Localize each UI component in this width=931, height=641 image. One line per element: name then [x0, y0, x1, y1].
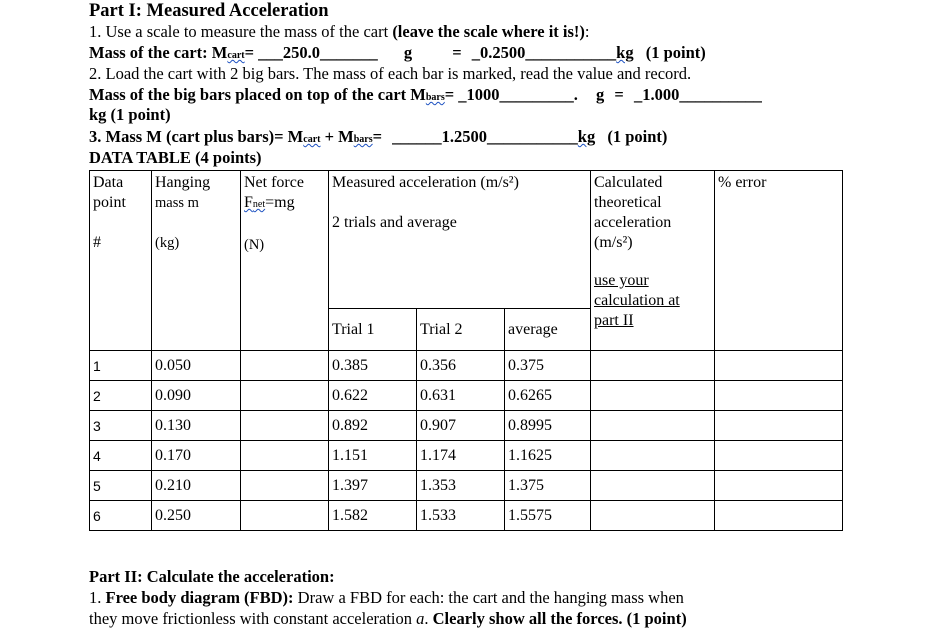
force-cell[interactable]	[241, 351, 329, 381]
step1-colon: :	[584, 22, 590, 41]
cart-unit-kg: kg	[616, 43, 634, 62]
mass-cell[interactable]: 0.090	[152, 381, 241, 411]
bars-mass-grams[interactable]: _1000_________.	[458, 85, 578, 104]
point-cell[interactable]: 2	[90, 381, 152, 411]
error-cell[interactable]	[715, 381, 843, 411]
error-cell[interactable]	[715, 351, 843, 381]
step3-eq: =	[372, 127, 387, 146]
point-cell[interactable]: 3	[90, 411, 152, 441]
data-rows	[90, 351, 843, 531]
step3-bars-sub: bars	[353, 134, 373, 145]
average-cell[interactable]: 1.375	[505, 471, 591, 501]
point-cell[interactable]: 6	[90, 501, 152, 531]
calculation-at-label: calculation at	[594, 292, 680, 309]
fbd-line2-text: they move frictionless with constant acceleration	[89, 609, 417, 628]
table-row	[90, 411, 843, 441]
mass-cell[interactable]: 0.250	[152, 501, 241, 531]
part-two-label: part II	[594, 312, 634, 329]
measured-acceleration-label: Measured acceleration (m/s²)	[332, 174, 519, 191]
bars-mass-kilograms[interactable]: _1.000__________	[633, 85, 762, 104]
header-row-top	[90, 171, 843, 309]
calc-cell[interactable]	[591, 381, 715, 411]
step3-points: (1 point)	[607, 127, 668, 146]
trial2-cell[interactable]: 1.174	[417, 441, 505, 471]
bars-mass-eq: =	[444, 85, 459, 104]
header-net-force-label: Net force	[244, 174, 304, 191]
trials-average-label: 2 trials and average	[332, 214, 457, 231]
acceleration-label: acceleration	[594, 214, 672, 231]
cart-mass-kilograms[interactable]: _0.2500___________	[471, 43, 617, 62]
data-table	[89, 170, 843, 531]
header-hanging-mass	[152, 171, 241, 351]
bars-mass-line	[89, 85, 762, 108]
step1-note: (leave the scale where it is!)	[392, 22, 585, 41]
header-trial2: Trial 2	[417, 309, 505, 351]
step3-line	[89, 127, 667, 150]
point-cell[interactable]: 1	[90, 351, 152, 381]
header-kg-label: (kg)	[155, 235, 180, 251]
header-fnet-formula	[244, 193, 325, 215]
point-cell[interactable]: 5	[90, 471, 152, 501]
calc-cell[interactable]	[591, 441, 715, 471]
error-cell[interactable]	[715, 411, 843, 441]
force-cell[interactable]	[241, 501, 329, 531]
trial1-cell[interactable]: 0.385	[329, 351, 417, 381]
trial2-cell[interactable]: 1.353	[417, 471, 505, 501]
header-data-point	[90, 171, 152, 351]
fbd-dot: .	[424, 609, 433, 628]
table-row	[90, 471, 843, 501]
mass-cell[interactable]: 0.170	[152, 441, 241, 471]
cart-unit-g: g	[403, 43, 413, 62]
bars-mass-label: Mass of the big bars placed on top of the cart M	[89, 85, 426, 104]
average-cell[interactable]: 0.6265	[505, 381, 591, 411]
cart-points: (1 point)	[645, 43, 706, 62]
header-hanging-label: Hanging	[155, 174, 211, 191]
force-cell[interactable]	[241, 471, 329, 501]
trial2-cell[interactable]: 1.533	[417, 501, 505, 531]
cart-subscript: cart	[227, 50, 245, 61]
percent-error-label: % error	[718, 174, 767, 191]
error-cell[interactable]	[715, 441, 843, 471]
bars-unit-kg-line: kg (1 point)	[89, 105, 171, 124]
cart-mass-line	[89, 43, 706, 66]
point-cell[interactable]: 4	[90, 441, 152, 471]
force-cell[interactable]	[241, 441, 329, 471]
header-average: average	[505, 309, 591, 351]
cart-mass-eq: =	[244, 43, 259, 62]
trial1-cell[interactable]: 1.151	[329, 441, 417, 471]
step3-cart-sub: cart	[303, 134, 321, 145]
step3-unit: kg	[577, 127, 596, 146]
header-trial1: Trial 1	[329, 309, 417, 351]
fbd-forces-note: Clearly show all the forces.	[432, 609, 623, 628]
header-percent-error	[715, 171, 843, 351]
fbd-heading: Free body diagram (FBD):	[105, 588, 294, 607]
fbd-a-symbol: a	[416, 609, 425, 628]
step3-plus: + M	[320, 127, 354, 146]
trial1-cell[interactable]: 1.397	[329, 471, 417, 501]
error-cell[interactable]	[715, 471, 843, 501]
calc-cell[interactable]	[591, 351, 715, 381]
data-table-title: DATA TABLE (4 points)	[89, 148, 262, 167]
mass-cell[interactable]: 0.210	[152, 471, 241, 501]
force-cell[interactable]	[241, 381, 329, 411]
use-your-label: use your	[594, 272, 649, 289]
header-hash-label: #	[93, 234, 101, 251]
theoretical-label: theoretical	[594, 194, 662, 211]
table-row	[90, 501, 843, 531]
trial2-cell[interactable]: 0.631	[417, 381, 505, 411]
header-data-label: Data	[93, 174, 124, 191]
trial2-cell[interactable]: 0.907	[417, 411, 505, 441]
calc-cell[interactable]	[591, 411, 715, 441]
acc-unit-label: (m/s²)	[594, 234, 633, 251]
bars-unit-g: g	[596, 85, 605, 104]
fnet-subscript: net	[252, 199, 266, 210]
step2-text: 2. Load the cart with 2 big bars. The mass of each bar is marked, read the value and record.	[89, 64, 692, 83]
header-point-label: point	[93, 194, 126, 211]
step1-label: 1. Use a scale to measure the mass of the cart	[89, 22, 389, 41]
fbd-points: (1 point)	[622, 609, 687, 628]
fnet-symbol: F	[244, 194, 253, 211]
part1-title: Part I: Measured Acceleration	[89, 1, 329, 21]
average-cell[interactable]: 0.375	[505, 351, 591, 381]
header-measured-acceleration	[329, 171, 591, 309]
bars-equals-sign: =	[614, 85, 624, 104]
force-cell[interactable]	[241, 411, 329, 441]
step3-value[interactable]: ______1.2500___________	[392, 127, 578, 146]
step3-label: 3. Mass M (cart plus bars)= M	[89, 127, 304, 146]
fbd-number: 1.	[89, 588, 106, 607]
fnet-equals-mg: =mg	[265, 194, 295, 211]
cart-mass-grams[interactable]: ___250.0_______	[258, 43, 378, 62]
average-cell[interactable]: 1.5575	[505, 501, 591, 531]
average-cell[interactable]: 0.8995	[505, 411, 591, 441]
header-net-force	[241, 171, 329, 351]
trial2-cell[interactable]: 0.356	[417, 351, 505, 381]
table-row	[90, 441, 843, 471]
fbd-line1	[89, 588, 684, 608]
calc-cell[interactable]	[591, 501, 715, 531]
calc-cell[interactable]	[591, 471, 715, 501]
table-row	[90, 381, 843, 411]
mass-cell[interactable]: 0.130	[152, 411, 241, 441]
trial1-cell[interactable]: 0.622	[329, 381, 417, 411]
fbd-text: Draw a FBD for each: the cart and the hanging mass when	[293, 588, 684, 607]
bars-subscript: bars	[425, 92, 445, 103]
calculated-label: Calculated	[594, 174, 663, 191]
fbd-line2	[89, 609, 687, 629]
error-cell[interactable]	[715, 501, 843, 531]
part2-title: Part II: Calculate the acceleration:	[89, 567, 335, 586]
trial1-cell[interactable]: 1.582	[329, 501, 417, 531]
cart-mass-label: Mass of the cart: M	[89, 43, 228, 62]
header-newton-label: (N)	[244, 237, 265, 253]
table-row	[90, 351, 843, 381]
header-calculated	[591, 171, 715, 351]
mass-cell[interactable]: 0.050	[152, 351, 241, 381]
equals-sign: =	[452, 43, 462, 62]
header-mass-m-label: mass m	[155, 195, 199, 211]
average-cell[interactable]: 1.1625	[505, 441, 591, 471]
step1-text	[89, 22, 590, 42]
trial1-cell[interactable]: 0.892	[329, 411, 417, 441]
